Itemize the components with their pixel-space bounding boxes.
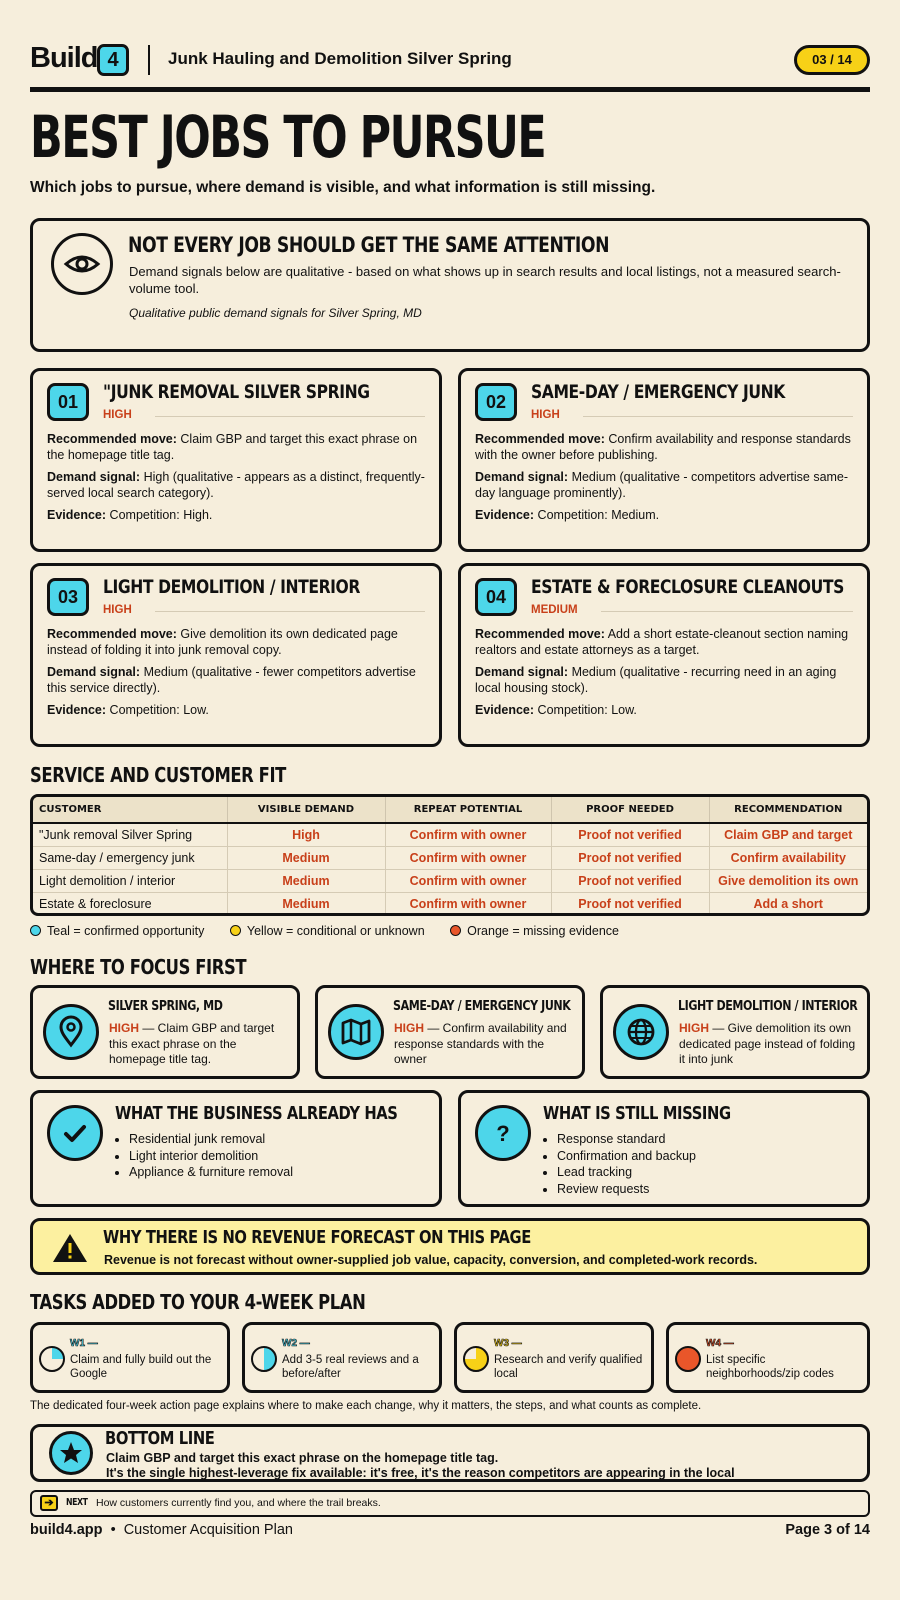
table-cell: Medium [227, 892, 385, 915]
job-demand: Demand signal: High (qualitative - appears as a distinct, frequently-served local search category). [47, 470, 425, 500]
focus-title: SILVER SPRING, MD [108, 998, 223, 1014]
progress-pie [675, 1346, 701, 1372]
job-evidence: Evidence: Competition: Medium. [475, 508, 660, 522]
job-title: SAME-DAY / EMERGENCY JUNK [531, 381, 785, 403]
brand-logo-badge: 4 [97, 44, 129, 76]
table-cell: Confirm with owner [385, 823, 551, 846]
list-item: • Review requests [557, 1181, 696, 1198]
table-cell: Confirm availability [709, 846, 867, 869]
list-item: • Residential junk removal [129, 1131, 293, 1148]
table-row [33, 892, 867, 915]
table-cell: Add a short [753, 896, 823, 911]
tasks-note: The dedicated four-week action page explains where to make each change, why it matters, the steps, and what counts as complete. [30, 1400, 702, 1412]
task-week: W1 — [70, 1338, 98, 1349]
table-cell: Proof not verified [551, 892, 709, 915]
legend-teal-dot [30, 925, 41, 936]
next-label: NEXT [66, 1497, 88, 1508]
column-header: REPEAT POTENTIAL [385, 797, 551, 823]
job-level: MEDIUM [531, 604, 578, 616]
job-number-badge: 02 [475, 383, 517, 421]
legend-item: Teal = confirmed opportunity [30, 924, 204, 938]
column-header: RECOMMENDATION [709, 797, 867, 823]
brand-logo: Build [30, 42, 98, 74]
header-title: Junk Hauling and Demolition Silver Spring [168, 49, 512, 68]
table-cell: Medium [227, 846, 385, 869]
arrow-right-icon: ➔ [40, 1495, 58, 1511]
fit-table [30, 794, 870, 916]
next-text: How customers currently find you, and where the trail breaks. [96, 1497, 381, 1509]
task-card [242, 1322, 442, 1393]
job-demand: Demand signal: Medium (qualitative - competitors advertise same-day language prominently). [475, 470, 849, 500]
job-demand: Demand signal: Medium (qualitative - recurring need in an aging local housing stock). [475, 665, 837, 695]
table-cell: Confirm with owner [385, 892, 551, 915]
job-card [458, 368, 870, 552]
task-text: Add 3-5 real reviews and a before/after [282, 1354, 419, 1380]
list-item: • Response standard [557, 1131, 696, 1148]
footer-left [30, 1522, 293, 1538]
map-pin-icon [43, 1004, 99, 1060]
job-level: HIGH [103, 409, 132, 421]
job-number-badge: 04 [475, 578, 517, 616]
job-card [30, 563, 442, 747]
table-row [33, 823, 867, 846]
job-divider [155, 611, 425, 612]
bottom-line-text: Claim GBP and target this exact phrase on the homepage title tag. [106, 1451, 499, 1465]
list-item: • Lead tracking [557, 1164, 696, 1181]
table-header-row [33, 797, 867, 823]
job-divider [155, 416, 425, 417]
job-details [47, 626, 425, 724]
warning-text: Revenue is not forecast without owner-supplied job value, capacity, conversion, and completed-work records. [104, 1253, 758, 1267]
star-icon [49, 1431, 93, 1475]
task-text: Claim and fully build out the Google [70, 1354, 212, 1380]
column-header: PROOF NEEDED [551, 797, 709, 823]
still-missing-title: WHAT IS STILL MISSING [543, 1103, 731, 1124]
list-item: • Light interior demolition [129, 1148, 293, 1165]
job-demand: Demand signal: Medium (qualitative - fewer competitors advertise this service directly). [47, 665, 416, 695]
column-header: CUSTOMER [33, 797, 227, 823]
page-title: BEST JOBS TO PURSUE [30, 103, 546, 171]
section-heading-tasks: TASKS ADDED TO YOUR 4-WEEK PLAN [30, 1290, 366, 1314]
task-card [666, 1322, 870, 1393]
header-rule [30, 87, 870, 92]
job-level: HIGH [103, 604, 132, 616]
question-icon [475, 1105, 531, 1161]
job-title: "JUNK REMOVAL SILVER SPRING [103, 381, 370, 403]
focus-title: LIGHT DEMOLITION / INTERIOR [678, 998, 858, 1014]
table-cell: Same-day / emergency junk [33, 846, 227, 869]
focus-text: HIGH — Confirm availability and response standards with the owner [394, 1021, 567, 1066]
list-item: • Confirmation and backup [557, 1148, 696, 1165]
job-divider [583, 416, 853, 417]
eye-icon [51, 233, 113, 295]
table-cell: Medium [227, 869, 385, 892]
warning-icon [51, 1232, 89, 1264]
task-week: W2 — [282, 1338, 310, 1349]
table-cell: Proof not verified [551, 846, 709, 869]
job-divider [601, 611, 853, 612]
legend-orange-dot [450, 925, 461, 936]
header-divider [148, 45, 150, 75]
globe-icon [613, 1004, 669, 1060]
page-counter-badge: 03 / 14 [794, 45, 870, 75]
bottom-line-card [30, 1424, 870, 1482]
column-header: VISIBLE DEMAND [227, 797, 385, 823]
table-cell: Light demolition / interior [33, 869, 227, 892]
still-missing-list [557, 1131, 696, 1197]
bottom-line-title: BOTTOM LINE [105, 1428, 215, 1449]
table-row [33, 846, 867, 869]
bottom-line-subtext: It's the single highest-leverage fix available: it's free, it's the reason competitors are appearing in the local [106, 1466, 735, 1480]
already-has-list [129, 1131, 293, 1181]
progress-pie [463, 1346, 489, 1372]
job-recommended: Recommended move: Add a short estate-cleanout section naming realtors and estate attorneys as a target. [475, 627, 849, 657]
table-cell: Confirm with owner [385, 869, 551, 892]
footer-separator: • [110, 1522, 116, 1538]
focus-text: HIGH — Claim GBP and target this exact phrase on the homepage title tag. [109, 1021, 275, 1066]
table-cell: Estate & foreclosure [33, 892, 227, 915]
table-cell: High [227, 823, 385, 846]
job-recommended: Recommended move: Give demolition its own dedicated page instead of folding it into junk removal copy. [47, 627, 398, 657]
table-row [33, 869, 867, 892]
footer-site: build4.app [30, 1522, 103, 1538]
table-cell: Confirm with owner [385, 846, 551, 869]
legend-yellow-dot [230, 925, 241, 936]
progress-pie [39, 1346, 65, 1372]
checkmark-icon [47, 1105, 103, 1161]
job-recommended: Recommended move: Confirm availability and response standards with the owner before publishing. [475, 432, 851, 462]
revenue-warning-card [30, 1218, 870, 1275]
focus-card [315, 985, 585, 1079]
list-item: • Appliance & furniture removal [129, 1164, 293, 1181]
fit-legend [30, 924, 641, 938]
legend-item: Orange = missing evidence [450, 924, 619, 938]
page-header [30, 42, 870, 80]
table-cell: Proof not verified [551, 869, 709, 892]
section-heading-fit: SERVICE AND CUSTOMER FIT [30, 763, 286, 787]
focus-card [600, 985, 870, 1079]
table-cell: Claim GBP and target [709, 823, 867, 846]
task-week: W3 — [494, 1338, 522, 1349]
job-title: LIGHT DEMOLITION / INTERIOR [103, 576, 360, 598]
page-subtitle: Which jobs to pursue, where demand is visible, and what information is still missing. [30, 179, 656, 196]
job-recommended: Recommended move: Claim GBP and target this exact phrase on the homepage title tag. [47, 432, 418, 462]
focus-card [30, 985, 300, 1079]
job-title: ESTATE & FORECLOSURE CLEANOUTS [531, 576, 844, 598]
intro-text: Demand signals below are qualitative - based on what shows up in search results and local listings, not a measured search-volume tool. [129, 264, 841, 296]
job-evidence: Evidence: Competition: Low. [47, 703, 209, 717]
intro-note: Qualitative public demand signals for Silver Spring, MD [129, 306, 422, 320]
task-card [30, 1322, 230, 1393]
table-cell: Proof not verified [551, 823, 709, 846]
legend-item: Yellow = conditional or unknown [230, 924, 425, 938]
already-has-title: WHAT THE BUSINESS ALREADY HAS [115, 1103, 398, 1124]
section-heading-focus: WHERE TO FOCUS FIRST [30, 955, 247, 979]
job-evidence: Evidence: Competition: High. [47, 508, 213, 522]
map-icon [328, 1004, 384, 1060]
next-link[interactable] [30, 1490, 870, 1517]
job-card [458, 563, 870, 747]
table-cell: "Junk removal Silver Spring [33, 823, 227, 846]
job-level: HIGH [531, 409, 560, 421]
warning-title: WHY THERE IS NO REVENUE FORECAST ON THIS PAGE [103, 1227, 531, 1248]
already-has-card [30, 1090, 442, 1207]
still-missing-card [458, 1090, 870, 1207]
job-card [30, 368, 442, 552]
focus-text: HIGH — Give demolition its own dedicated page instead of folding it into junk [679, 1021, 856, 1066]
job-number-badge: 03 [47, 578, 89, 616]
task-text: List specific neighborhoods/zip codes [706, 1354, 834, 1380]
footer-doc: Customer Acquisition Plan [123, 1522, 293, 1538]
footer-page: Page 3 of 14 [785, 1522, 870, 1538]
job-details [475, 626, 853, 724]
intro-card [30, 218, 870, 352]
job-number-badge: 01 [47, 383, 89, 421]
job-details [47, 431, 425, 529]
table-cell: Give demolition its own [709, 869, 867, 892]
task-week: W4 — [706, 1338, 734, 1349]
focus-title: SAME-DAY / EMERGENCY JUNK [393, 998, 571, 1014]
intro-heading: NOT EVERY JOB SHOULD GET THE SAME ATTENTION [128, 233, 610, 257]
progress-pie [251, 1346, 277, 1372]
job-details [475, 431, 853, 529]
task-card [454, 1322, 654, 1393]
task-text: Research and verify qualified local [494, 1354, 643, 1380]
job-evidence: Evidence: Competition: Low. [475, 703, 637, 717]
svg-text:?: ? [496, 1121, 510, 1146]
